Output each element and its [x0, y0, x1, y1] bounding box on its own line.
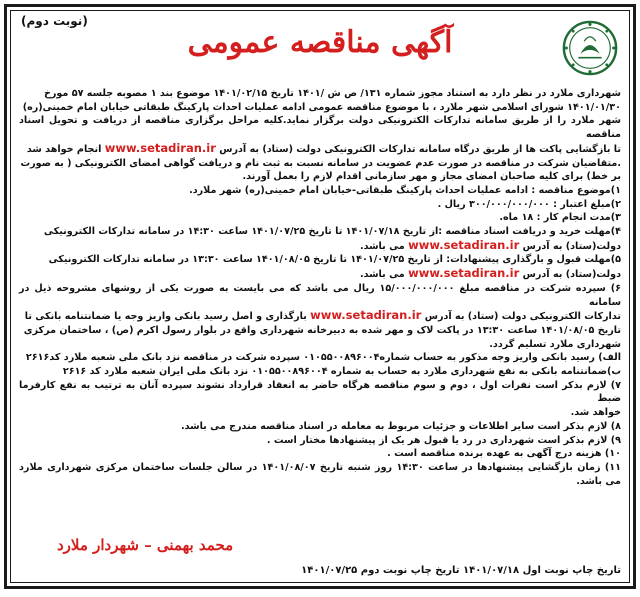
intro-line: [19, 142, 621, 157]
page-title: آگهی مناقصه عمومی: [187, 25, 453, 60]
intro-text: انجام خواهد شد: [26, 143, 102, 155]
intro-line: بر خط) برای کلیه صاحبان امضای مجاز و مهر سازمانی اقدام لازم را بعمل آورند.: [242, 171, 621, 183]
setadiran-link[interactable]: www.setadiran.ir: [310, 308, 422, 323]
clause-deposit-option-a: الف) رسید بانکی واریز وجه مذکور به حساب شماره۰۱۰۵۵۰۰۸۹۶۰۰۴ سپرده شرکت در مناقصه نزد بانک ملی شعبه ملارد کد۲۶۱۶: [25, 352, 621, 364]
intro-line: شهرداری ملارد در نظر دارد به استناد مجوز شماره ۱۳۱/ ص ش /۱۴۰۱ تاریخ ۱۴۰۱/۰۲/۱۵ موضوع بند ۱ مصوبه جلسه ۵۷ مورخ: [43, 88, 621, 99]
clause-text: بارگذاری و اصل رسید بانکی واریز وجه یا ضمانتنامه بانکی تا: [24, 311, 307, 323]
malard-municipality-logo-icon: [561, 19, 619, 77]
clause-text: تدارکات الکترونیکی دولت (ستاد) به آدرس: [424, 311, 621, 323]
setadiran-link[interactable]: www.setadiran.ir: [408, 237, 520, 252]
intro-line: .متقاضیان شرکت در مناقصه در صورت عدم عضویت در سامانه نسبت به ثبت نام و دریافت گواهی امضای الکترونیکی ( به صورت: [20, 157, 621, 169]
clause-budget: ۲)مبلغ اعتبار : ۳۰۰/۰۰۰/۰۰۰/۰۰۰ ریال .: [437, 198, 621, 210]
clause-bid-deadline: [19, 267, 621, 282]
clause-text: دولت(ستاد) به آدرس: [522, 269, 621, 281]
setadiran-link[interactable]: www.setadiran.ir: [104, 140, 216, 155]
clause-document-deadline: [19, 239, 621, 254]
clause-text: می باشد.: [359, 240, 405, 252]
clause-duration: ۳)مدت انجام کار : ۱۸ ماه.: [499, 212, 621, 224]
notice-body: [19, 87, 621, 488]
notice-page: [4, 4, 636, 589]
clause-deposit: [19, 309, 621, 324]
clause-bid-deadline: ۵)مهلت قبول و بارگذاری پیشنهادات: از تاریخ ۱۴۰۱/۰۷/۲۵ تا تاریخ ۱۴۰۱/۰۸/۰۵ ساعت ۱۳:۳۰ در سامانه تدارکات الکترونیکی: [48, 254, 621, 266]
setadiran-link[interactable]: www.setadiran.ir: [408, 266, 520, 281]
clause-opening-time: ۱۱) زمان بازگشایی پیشنهادها در ساعت ۱۴:۳۰ روز شنبه تاریخ ۱۴۰۱/۰۸/۰۷ در سالن جلسات ساختمان مرکزی شهرداری ملارد می باشد.: [19, 461, 621, 487]
clause-deposit: ۶) سپرده شرکت در مناقصه مبلغ ۱۵/۰۰۰/۰۰۰/۰۰۰ ریال می باشد که می بایست به صورت یکی از روشهای مشروحه ذیل در سامانه: [19, 282, 621, 308]
notice-frame: [10, 10, 630, 583]
mayor-signature: محمد بهمنی – شهردار ملارد: [57, 536, 234, 554]
second-publication-badge: (نوبت دوم): [21, 14, 88, 28]
notice-footer: [17, 536, 623, 576]
intro-line: ۱۴۰۱/۰۱/۳۰ شورای اسلامی شهر ملارد ، با موضوع مناقصه عمومی ادامه عملیات احداث پارکینگ طبقاتی خیابان امام خمینی(ره): [22, 101, 621, 113]
clause-text: دولت(ستاد) به آدرس: [522, 240, 621, 252]
clause-document-deadline: ۴)مهلت خرید و دریافت اسناد مناقصه :از تاریخ ۱۴۰۱/۰۷/۱۸ تا تاریخ ۱۴۰۱/۰۷/۲۵ ساعت ۱۴:۳۰ در سامانه تدارکات الکترونیکی: [43, 226, 621, 238]
clause-subject: ۱)موضوع مناقصه : ادامه عملیات احداث پارکینگ طبقاتی-خیابان امام خمینی(ره) شهر ملارد.: [189, 184, 621, 196]
intro-text: تا بازگشایی پاکت ها از طریق درگاه سامانه تدارکات الکترونیکی دولت (ستاد) به آدرس: [219, 143, 621, 155]
clause-deposit: شهرداری ملارد تسلیم گردد.: [489, 338, 621, 350]
clause-ad-cost: ۱۰) هزینه درج آگهی به عهده برنده مناقصه است .: [387, 448, 621, 460]
clause-deposit-option-b: ب)ضمانتنامه بانکی به نفع شهرداری ملارد به حساب به شماره ۰۱۰۵۵۰۰۸۹۶۰۰۴ نزد بانک ملی ایران شعبه ملارد کد ۲۶۱۶: [62, 366, 621, 378]
clause-details: ۸) لازم بذکر است سایر اطلاعات و جزئیات مربوط به معامله در اسناد مناقصه مندرج می باشد.: [180, 420, 621, 432]
print-dates: تاریخ چاپ نوبت اول ۱۴۰۱/۰۷/۱۸ تاریخ چاپ نوبت دوم ۱۴۰۱/۰۷/۲۵: [301, 565, 621, 576]
intro-line: شهر ملارد را از طریق سامانه تدارکات الکترونیکی دولت برگزار نماید.کلیه مراحل برگزاری مناقصه از دریافت و تحویل اسناد مناقصه: [19, 115, 621, 141]
clause-forfeit: خواهد شد.: [570, 407, 621, 419]
clause-forfeit: ۷) لازم بذکر است نفرات اول ، دوم و سوم مناقصه هرگاه حاضر به انعقاد قرارداد نشوند سپرده آنان به ترتیب به نفع کارفرما ضبط: [19, 379, 621, 405]
clause-deposit: تاریخ ۱۴۰۱/۰۸/۰۵ ساعت ۱۳:۳۰ در پاکت لاک و مهر شده به دبیرخانه شهرداری واقع در بلوار رسول اکرم (ص) ، ساختمان مرکزی: [23, 324, 621, 336]
clause-rights: ۹) لازم بذکر است شهرداری در رد یا قبول هر یک از پیشنهادها مختار است .: [266, 434, 621, 446]
clause-text: می باشد.: [359, 269, 405, 281]
